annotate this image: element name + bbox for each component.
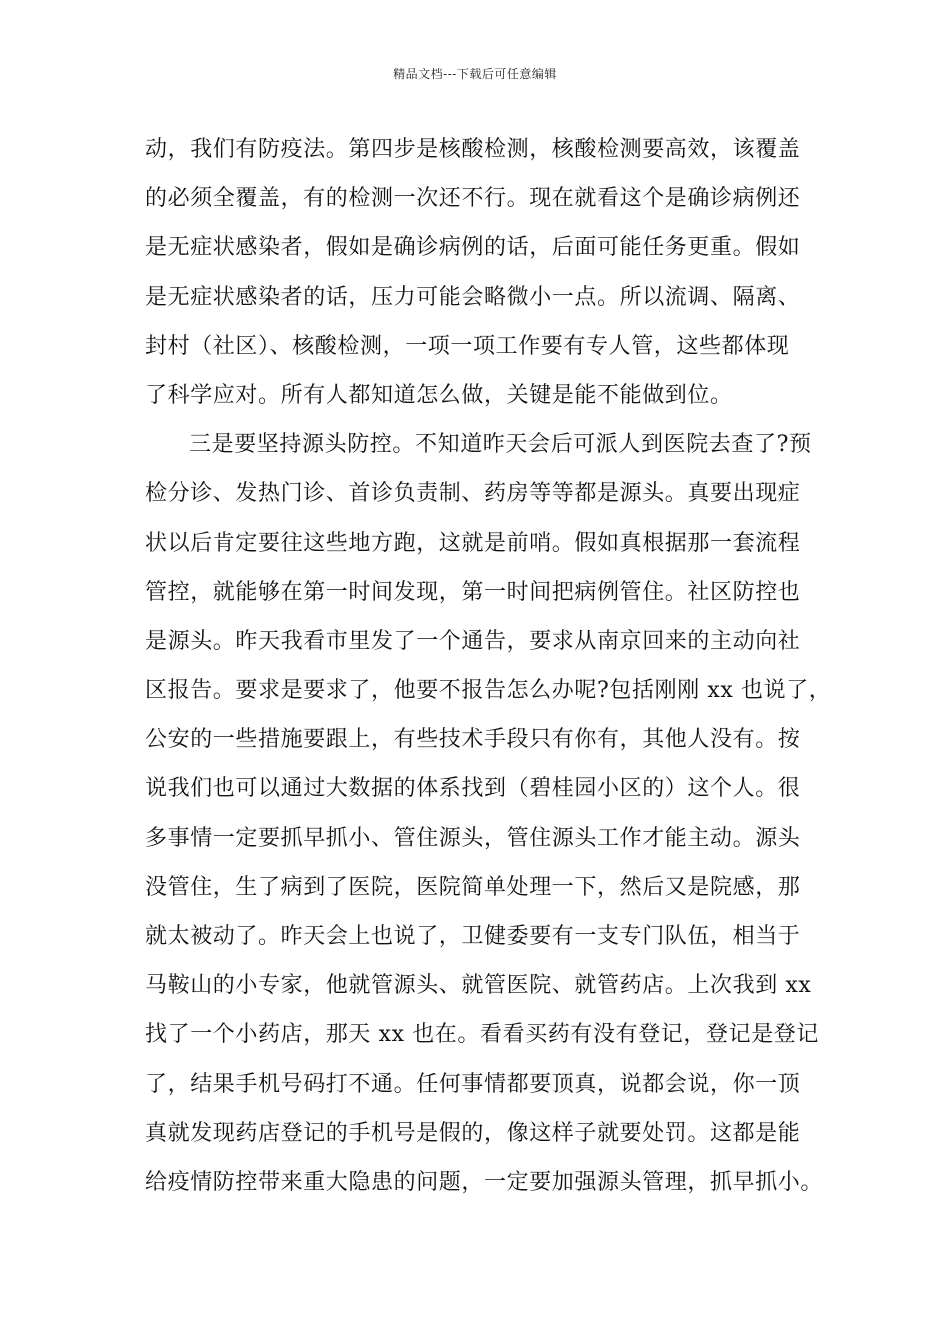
page-header: 精品文档---下载后可任意编辑 [393, 67, 557, 81]
text-line: 说我们也可以通过大数据的体系找到（碧桂园小区的）这个人。很 [145, 776, 801, 802]
text-line: 找了一个小药店，那天 xx 也在。看看买药有没有登记，登记是登记 [145, 1022, 820, 1048]
text-line: 管控，就能够在第一时间发现，第一时间把病例管住。社区防控也 [145, 579, 801, 605]
text-line: 状以后肯定要往这些地方跑，这就是前哨。假如真根据那一套流程 [145, 530, 801, 556]
paragraph-1 [145, 125, 825, 420]
text-line: 多事情一定要抓早抓小、管住源头，管住源头工作才能主动。源头 [145, 825, 801, 851]
text-line: 是源头。昨天我看市里发了一个通告，要求从南京回来的主动向社 [145, 628, 801, 654]
text-line: 真就发现药店登记的手机号是假的，像这样子就要处罚。这都是能 [145, 1120, 801, 1146]
text-line: 封村（社区）、核酸检测，一项一项工作要有专人管，这些都体现 [145, 333, 790, 359]
document-body [145, 125, 832, 1207]
text-line: 没管住，生了病到了医院，医院简单处理一下，然后又是院感，那 [145, 874, 801, 900]
text-line: 的必须全覆盖，有的检测一次还不行。现在就看这个是确诊病例还 [145, 186, 801, 212]
text-line: 就太被动了。昨天会上也说了，卫健委要有一支专门队伍，相当于 [145, 924, 801, 949]
text-line: 了科学应对。所有人都知道怎么做，关键是能不能做到位。 [145, 382, 733, 408]
text-line: 动，我们有防疫法。第四步是核酸检测，核酸检测要高效，该覆盖 [145, 137, 801, 162]
text-line: 是无症状感染者的话，压力可能会略微小一点。所以流调、隔离、 [145, 284, 801, 310]
text-line: 公安的一些措施要跟上，有些技术手段只有你有，其他人没有。按 [145, 727, 801, 753]
text-line: 了，结果手机号码打不通。任何事情都要顶真，说都会说，你一顶 [145, 1071, 801, 1097]
paragraph-2 [145, 420, 832, 1207]
text-line: 马鞍山的小专家，他就管源头、就管医院、就管药店。上次我到 xx [145, 973, 812, 999]
text-line: 给疫情防控带来重大隐患的问题，一定要加强源头管理，抓早抓小。 [145, 1169, 824, 1195]
text-line: 检分诊、发热门诊、首诊负责制、药房等等都是源头。真要出现症 [145, 481, 801, 507]
text-line: 区报告。要求是要求了，他要不报告怎么办呢?包括刚刚 xx 也说了， [145, 678, 832, 704]
text-line: 三是要坚持源头防控。不知道昨天会后可派人到医院去查了?预 [189, 432, 812, 458]
text-line: 是无症状感染者，假如是确诊病例的话，后面可能任务更重。假如 [145, 235, 801, 261]
